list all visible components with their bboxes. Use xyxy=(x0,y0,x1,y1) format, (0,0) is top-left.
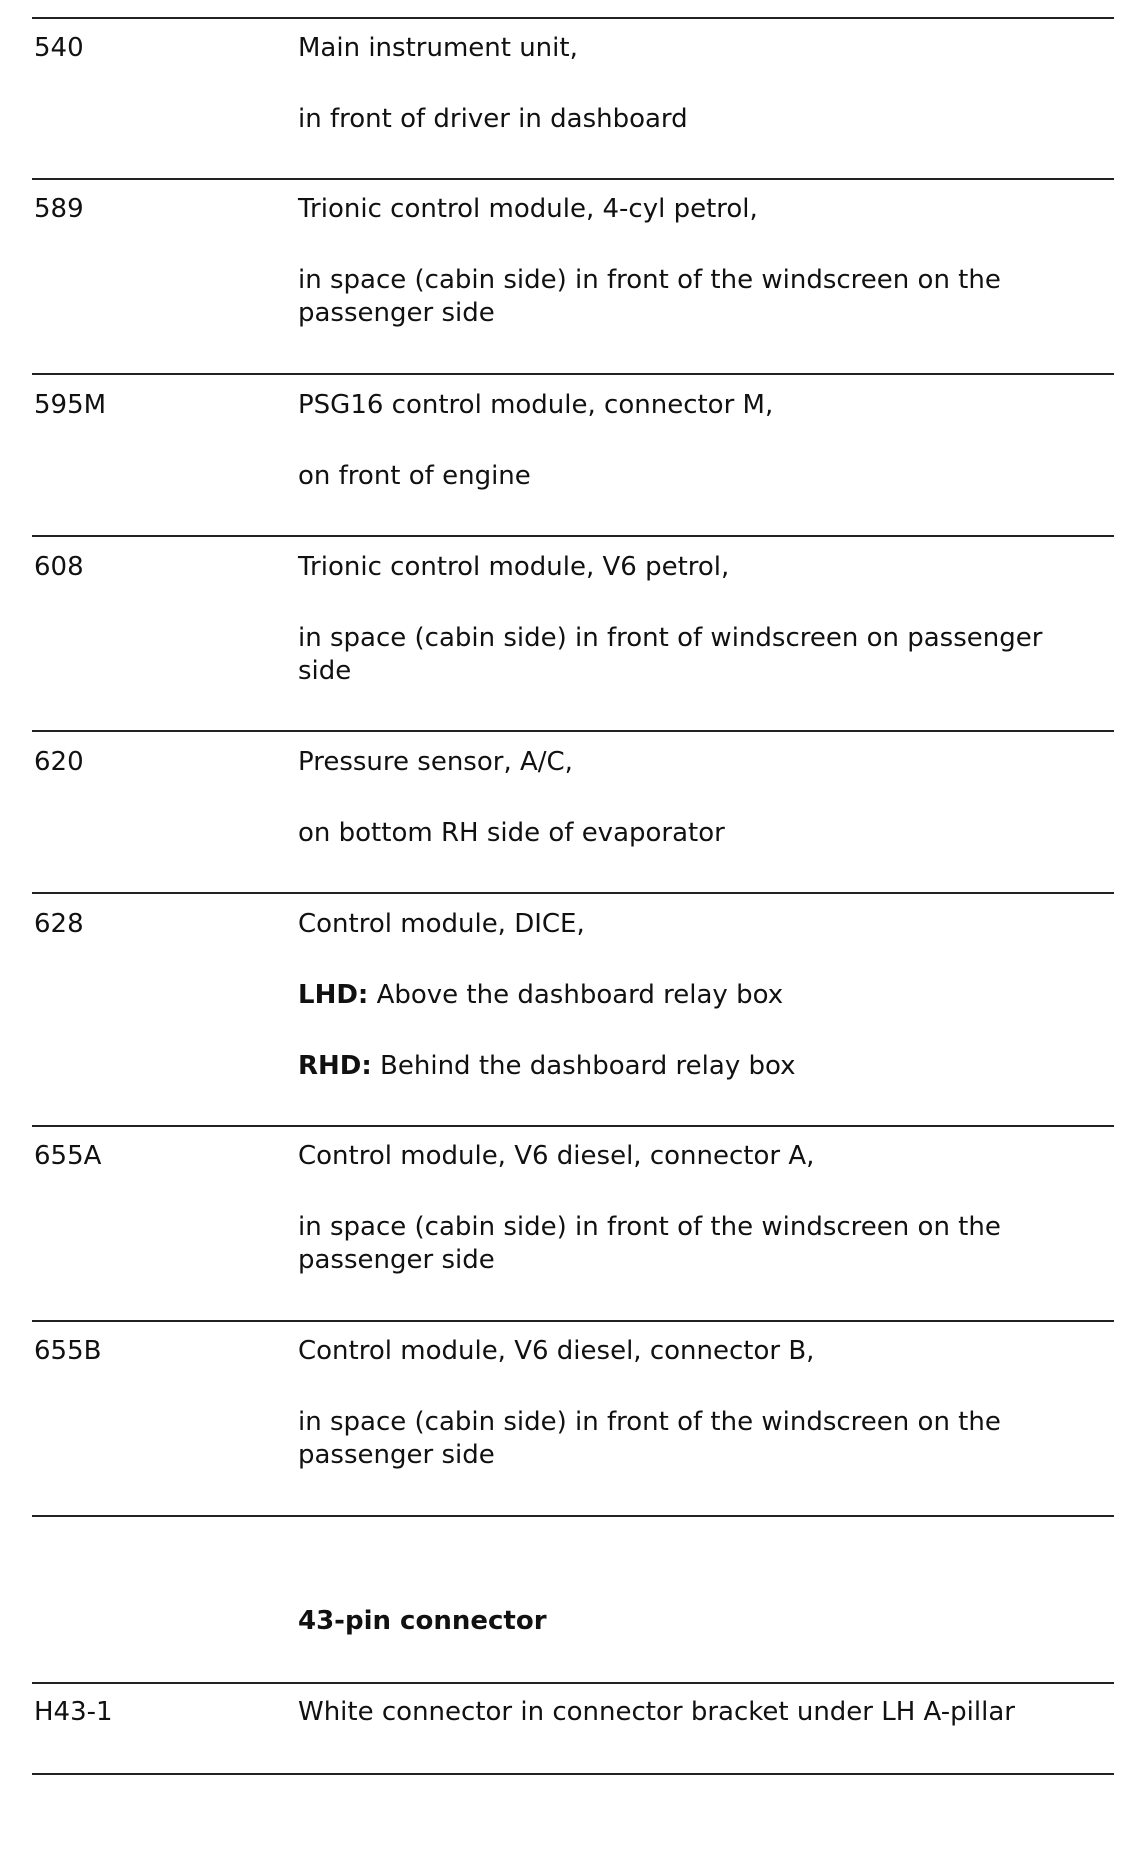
component-id: 595M xyxy=(34,390,107,420)
connector-id: H43-1 xyxy=(34,1697,113,1727)
section-heading: 43-pin connector xyxy=(298,1606,547,1636)
component-location: in space (cabin side) in front of the windscreen on the passenger side xyxy=(298,1407,1001,1470)
divider xyxy=(32,1682,1114,1684)
rhd-label: RHD: xyxy=(298,1051,372,1081)
component-title: Pressure sensor, A/C, xyxy=(298,747,573,777)
component-title: Control module, V6 diesel, connector B, xyxy=(298,1336,815,1366)
connector-description: White connector in connector bracket under LH A-pillar xyxy=(298,1697,1015,1727)
divider xyxy=(32,1515,1114,1517)
component-id: 655B xyxy=(34,1336,102,1366)
component-location: in space (cabin side) in front of windscreen on passenger side xyxy=(298,623,1043,686)
component-title: PSG16 control module, connector M, xyxy=(298,390,774,420)
lhd-location xyxy=(298,979,783,1012)
component-location: in front of driver in dashboard xyxy=(298,104,688,134)
divider-bottom xyxy=(32,1773,1114,1775)
lhd-label: LHD: xyxy=(298,980,369,1010)
component-location: in space (cabin side) in front of the windscreen on the passenger side xyxy=(298,1212,1001,1275)
divider xyxy=(32,892,1114,894)
lhd-text: Above the dashboard relay box xyxy=(368,980,784,1010)
component-title: Trionic control module, V6 petrol, xyxy=(298,552,730,582)
divider xyxy=(32,1125,1114,1127)
component-location: on front of engine xyxy=(298,461,531,491)
rhd-location xyxy=(298,1050,795,1083)
divider xyxy=(32,178,1114,180)
component-id: 620 xyxy=(34,747,84,777)
component-id: 628 xyxy=(34,909,84,939)
rhd-text: Behind the dashboard relay box xyxy=(371,1051,796,1081)
divider-top xyxy=(32,17,1114,19)
divider xyxy=(32,1320,1114,1322)
component-title: Control module, DICE, xyxy=(298,909,585,939)
component-location: in space (cabin side) in front of the windscreen on the passenger side xyxy=(298,265,1001,328)
component-title: Trionic control module, 4-cyl petrol, xyxy=(298,194,758,224)
component-title: Control module, V6 diesel, connector A, xyxy=(298,1141,815,1171)
divider xyxy=(32,730,1114,732)
component-id: 608 xyxy=(34,552,84,582)
component-title: Main instrument unit, xyxy=(298,33,578,63)
component-id: 589 xyxy=(34,194,84,224)
component-id: 540 xyxy=(34,33,84,63)
component-id: 655A xyxy=(34,1141,102,1171)
divider xyxy=(32,535,1114,537)
component-location: on bottom RH side of evaporator xyxy=(298,818,725,848)
divider xyxy=(32,373,1114,375)
